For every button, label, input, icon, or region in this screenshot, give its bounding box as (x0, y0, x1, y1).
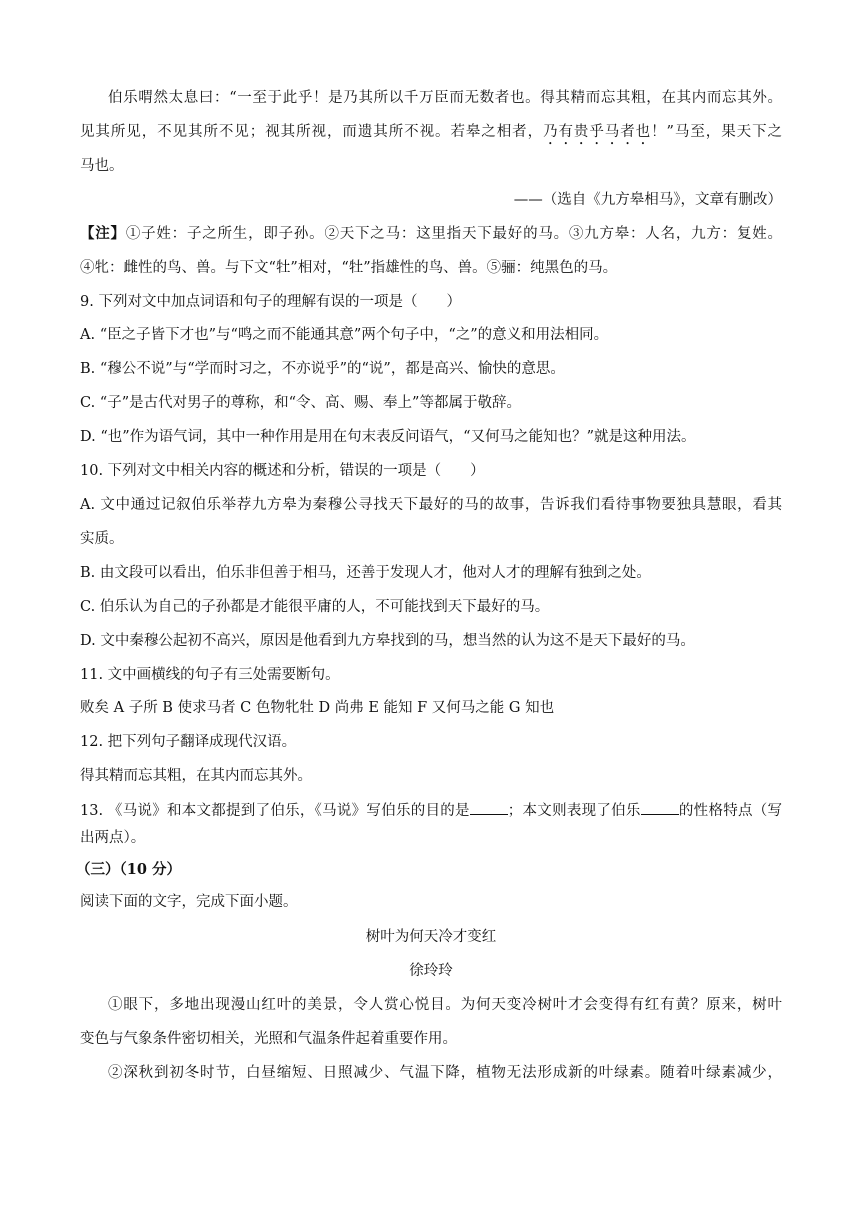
passage-text: ！”马至，果天下之 (651, 124, 783, 140)
question-12-text: 得其精而忘其粗，在其内而忘其外。 (80, 768, 312, 784)
question-10-option-b: B. 由文段可以看出，伯乐非但善于相马，还善于发现人才，他对人才的理解有独到之处。 (80, 565, 651, 581)
dotted-phrase: 乃有贵乎马者也 (543, 124, 652, 140)
question-10-option-a-line-1: A. 文中通过记叙伯乐举荐九方皋为秦穆公寻找天下最好的马的故事，告诉我们看待事物要独具慧眼，看其 (80, 497, 782, 513)
question-13-line-1 (80, 800, 782, 821)
question-10-option-a-line-2: 实质。 (80, 531, 124, 547)
question-10-stem: 10. 下列对文中相关内容的概述和分析，错误的一项是（ ） (80, 463, 485, 479)
answer-blank[interactable] (641, 800, 679, 815)
question-13-text: ；本文则表现了伯乐 (507, 803, 641, 819)
article-paragraph-1-line-1: ①眼下，多地出现漫山红叶的美景，令人赏心悦目。为何天变冷树叶才会变得有红有黄？原来，树叶 (108, 997, 782, 1013)
question-12-stem: 12. 把下列句子翻译成现代汉语。 (80, 734, 297, 750)
section-instruction: 阅读下面的文字，完成下面小题。 (80, 894, 298, 910)
note-label: 【注】 (80, 225, 126, 242)
question-13-text: 的性格特点（写 (678, 803, 783, 819)
passage-paragraph-line-2 (80, 122, 782, 148)
article-paragraph-1-line-2: 变色与气象条件密切相关，光照和气温条件起着重要作用。 (80, 1031, 457, 1047)
source-citation: ——（选自《九方皋相马》，文章有删改） (513, 192, 782, 208)
note-line-2: ④牝：雌性的鸟、兽。与下文“牡”相对，“牡”指雄性的鸟、兽。⑤骊：纯黑色的马。 (80, 260, 618, 276)
article-author: 徐玲玲 (409, 963, 453, 979)
question-9-option-c: C. “子”是古代对男子的尊称，和“令、高、赐、奉上”等都属于敬辞。 (80, 395, 521, 411)
section-heading: （三）（10 分） (76, 861, 181, 878)
question-10-option-c: C. 伯乐认为自己的子孙都是才能很平庸的人，不可能找到天下最好的马。 (80, 599, 550, 615)
passage-paragraph-line-3: 马也。 (80, 158, 124, 174)
note-text: ①子姓：子之所生，即子孙。②天下之马：这里指天下最好的马。③九方皋：人名，九方：复姓。 (125, 226, 783, 242)
passage-paragraph-line-1: 伯乐喟然太息曰：“一至于此乎！是乃其所以千万臣而无数者也。得其精而忘其粗，在其内而忘其外。 (108, 90, 782, 106)
question-9-stem: 9. 下列对文中加点词语和句子的理解有误的一项是（ ） (80, 294, 461, 310)
question-9-option-b: B. “穆公不说”与“学而时习之，不亦说乎”的“说”，都是高兴、愉快的意思。 (80, 361, 565, 377)
question-13-text: 13. 《马说》和本文都提到了伯乐，《马说》写伯乐的目的是 (80, 803, 470, 819)
question-9-option-a: A. “臣之子皆下才也”与“鸣之而不能通其意”两个句子中，“之”的意义和用法相同。 (80, 327, 609, 343)
question-13-line-2: 出两点）。 (80, 830, 146, 846)
question-10-option-d: D. 文中秦穆公起初不高兴，原因是他看到九方皋找到的马，想当然的认为这不是天下最好的马。 (80, 633, 695, 649)
note-line-1 (80, 224, 782, 244)
answer-blank[interactable] (470, 800, 508, 815)
passage-text: 见其所见，不见其所不见；视其所视，而遗其所不视。若皋之相者， (80, 124, 544, 140)
question-11-stem: 11. 文中画横线的句子有三处需要断句。 (80, 667, 340, 683)
question-11-text: 败矣 A 子所 B 使求马者 C 色物牝牡 D 尚弗 E 能知 F 又何马之能 G 知也 (80, 700, 555, 716)
article-title: 树叶为何天冷才变红 (365, 929, 497, 945)
question-9-option-d: D. “也”作为语气词，其中一种作用是用在句末表反问语气，“又何马之能知也？”就是这种用法。 (80, 429, 696, 445)
article-paragraph-2-line-1: ②深秋到初冬时节，白昼缩短、日照减少、气温下降，植物无法形成新的叶绿素。随着叶绿素减少， (108, 1065, 782, 1081)
